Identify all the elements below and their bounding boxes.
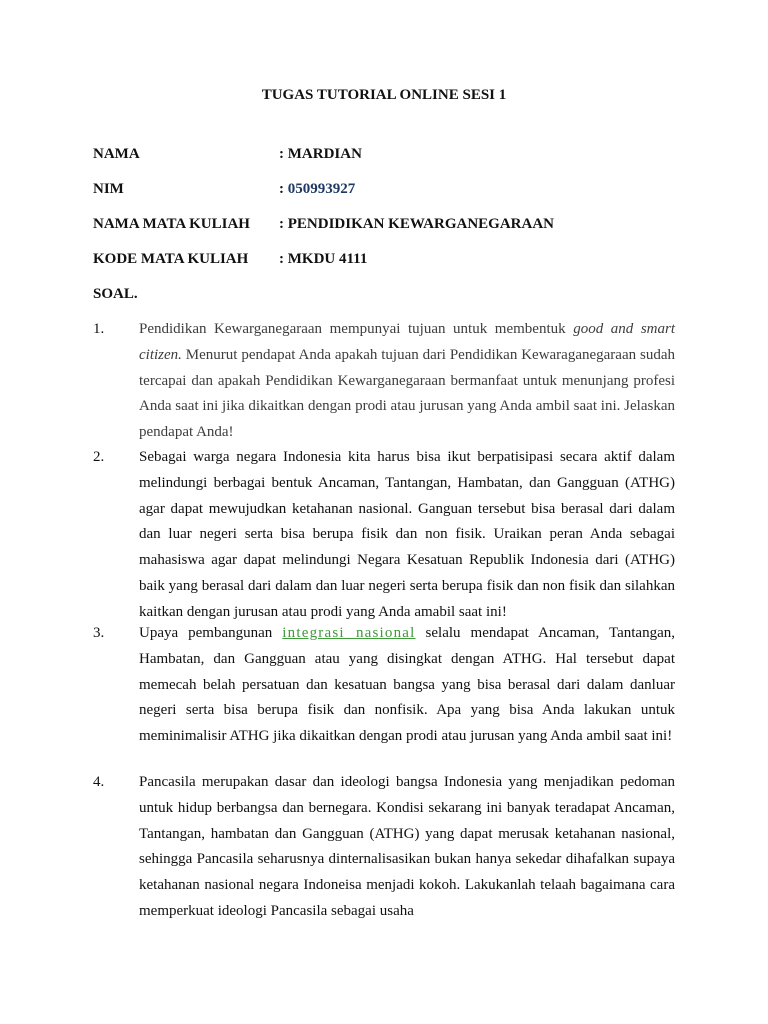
question-number: 2. — [93, 449, 105, 465]
question-emphasis: good and smart citizen. — [139, 321, 675, 363]
question-item — [93, 445, 675, 626]
document-title: TUGAS TUTORIAL ONLINE SESI 1 — [261, 87, 507, 103]
question-text: Sebagai warga negara Indonesia kita harus bisa ikut berpatisipasi secara aktif dalam melindungi berbagai bentuk Ancaman, Tantangan, Hambatan, dan Gangguan (ATHG) agar dapat mewujudkan ketahanan nasional. Ganguan tersebut bisa berasal dari dalam dan luar negeri serta bisa berupa fisik dan non fisik. Uraikan peran Anda sebagai mahasiswa agar dapat melindungi Negara Kesatuan Republik Indonesia dari (ATHG) baik yang berasal dari dalam dan luar negeri serta berupa fisik dan non fisik dan silahkan kaitkan dengan jurusan atau prodi yang Anda amabil saat ini! — [139, 449, 675, 620]
question-text: Pendidikan Kewarganegaraan mempunyai tujuan untuk membentuk good and smart citizen. Menurut pendapat Anda apakah tujuan dari Pendidikan Kewaraganegaraan sudah tercapai dan apakah Pendidikan Kewarganegaraan bermanfaat untuk menunjang profesi Anda saat ini jika dikaitkan dengan prodi atau jurusan yang Anda ambil saat ini. Jelaskan pendapat Anda! — [139, 321, 675, 441]
nim-label: NIM — [93, 181, 124, 197]
nama-label: NAMA — [93, 146, 140, 162]
kode-label: KODE MATA KULIAH — [93, 251, 249, 267]
mata-kuliah-value: : PENDIDIKAN KEWARGANEGARAAN — [279, 216, 555, 232]
question-text: Upaya pembangunan integrasi nasional selalu mendapat Ancaman, Tantangan, Hambatan, dan Gangguan atau yang disingkat dengan ATHG. Hal tersebut dapat memecah belah persatuan dan kesatuan bangsa yang bisa berasal dari dalam danluar negeri serta bisa berupa fisik dan nonfisik. Apa yang bisa Anda lakukan untuk meminimalisir ATHG jika dikaitkan dengan prodi atau jurusan yang Anda ambil saat ini! — [139, 625, 675, 745]
nama-value: : MARDIAN — [279, 146, 362, 162]
question-item — [93, 621, 675, 750]
kode-value: : MKDU 4111 — [279, 251, 368, 267]
question-text: Pancasila merupakan dasar dan ideologi bangsa Indonesia yang menjadikan pedoman untuk hidup berbangsa dan bernegara. Kondisi sekarang ini banyak teradapat Ancaman, Tantangan, hambatan dan Gangguan (ATHG) yang dapat merusak ketahanan nasional, sehingga Pancasila seharusnya dinternalisasikan bukan hanya sekedar dihafalkan supaya ketahanan nasional negara Indoneisa menjadi kokoh. Lakukanlah telaah bagaimana cara memperkuat ideologi Pancasila sebagai usaha — [139, 774, 675, 919]
question-number: 4. — [93, 774, 105, 790]
integrasi-nasional-link[interactable]: integrasi nasional — [282, 625, 416, 641]
question-number: 1. — [93, 321, 105, 337]
mata-kuliah-label: NAMA MATA KULIAH — [93, 216, 250, 232]
nim-value: : 050993927 — [279, 181, 356, 197]
soal-heading: SOAL. — [93, 286, 138, 302]
question-number: 3. — [93, 625, 105, 641]
question-item — [93, 770, 675, 925]
question-item — [93, 317, 675, 446]
